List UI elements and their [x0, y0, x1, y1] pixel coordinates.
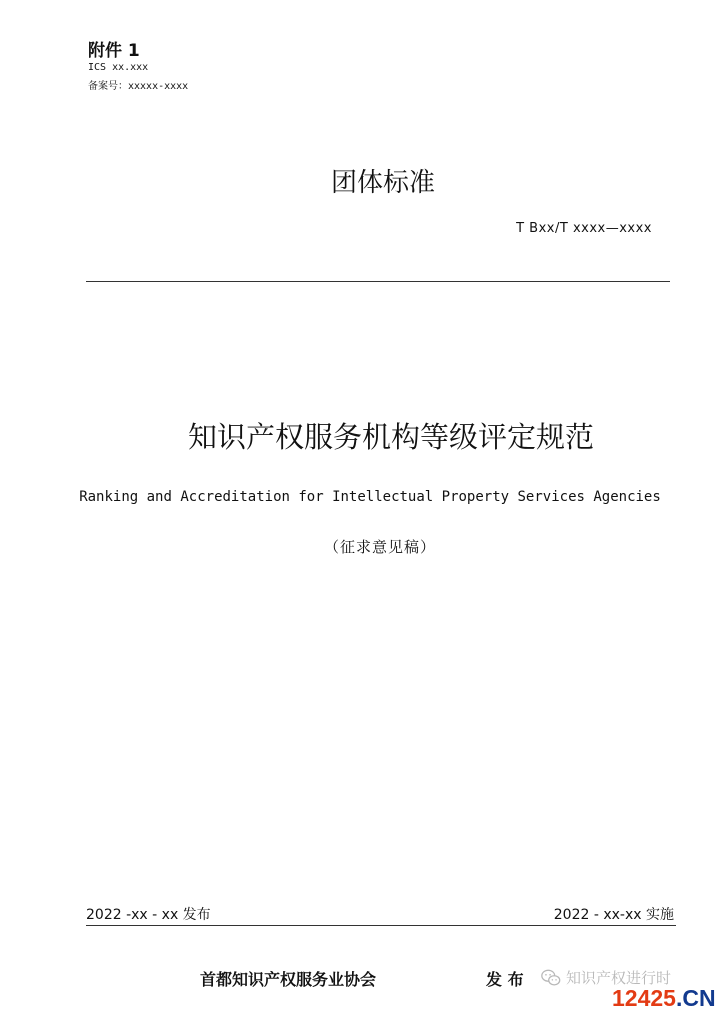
publisher-name: 首都知识产权服务业协会	[200, 970, 377, 989]
release-date: 2022 -xx - xx 发布	[86, 907, 211, 923]
attachment-label: 附件 1	[88, 41, 140, 61]
filing-number: 备案号：xxxxx-xxxx	[88, 81, 189, 92]
ics-code: ICS xx.xxx	[88, 62, 149, 73]
implementation-date: 2022 - xx-xx 实施	[553, 907, 674, 923]
draft-note: （征求意见稿）	[323, 538, 436, 556]
document-title-english: Ranking and Accreditation for Intellectual Property Services Agencies	[79, 489, 661, 505]
standard-code: T Bxx/T xxxx—xxxx	[516, 221, 652, 236]
document-title-chinese: 知识产权服务机构等级评定规范	[187, 420, 594, 454]
footer-divider	[86, 925, 676, 926]
publish-label: 发 布	[486, 970, 524, 989]
site-watermark-tld: .CN	[675, 985, 716, 1011]
standard-type: 团体标准	[330, 168, 435, 198]
site-watermark	[612, 985, 716, 1012]
wechat-watermark-text: 知识产权进行时	[566, 969, 672, 987]
header-divider	[86, 281, 670, 282]
wechat-icon	[540, 967, 562, 989]
site-watermark-number: 12425	[612, 985, 676, 1011]
